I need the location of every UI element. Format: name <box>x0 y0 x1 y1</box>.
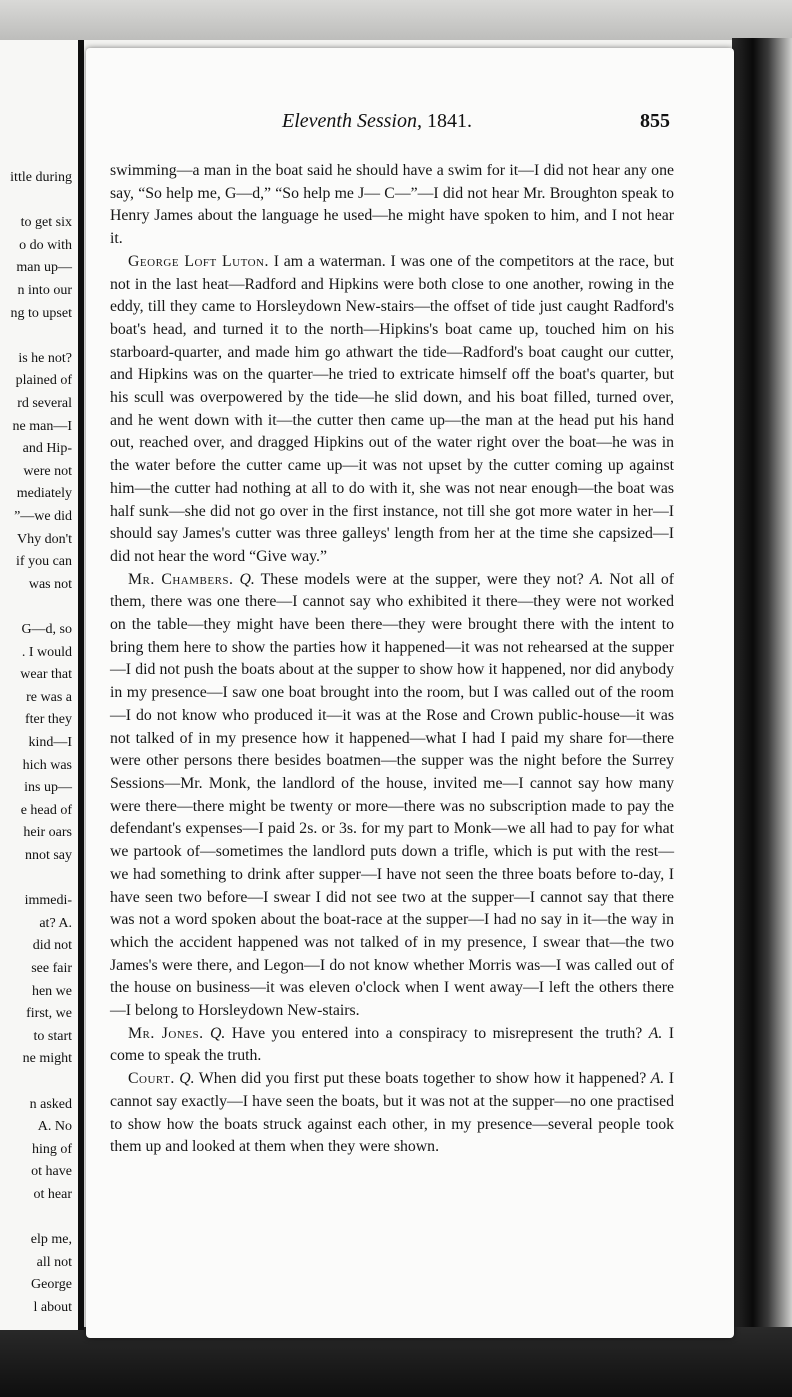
answer-text: I cannot say exactly—I have seen the boats, but it was not at the supper—no one practised to show how the boats struck against each other, in my presence—several people took them up and looked at them when they were shown. <box>110 1070 674 1156</box>
left-page-fragment: hich was <box>22 757 72 773</box>
answer-label: A. <box>650 1070 665 1088</box>
book-page <box>86 48 734 1338</box>
question-label: Q. <box>179 1070 195 1088</box>
left-page-fragment: all not <box>36 1254 72 1270</box>
question-text: These models were at the supper, were they not? <box>254 570 584 588</box>
left-page-fragment: n asked <box>29 1096 72 1112</box>
left-page-fragment: G—d, so <box>21 622 72 637</box>
left-page-fragment: see fair <box>31 961 72 976</box>
session-title: Eleventh Session, <box>282 110 422 132</box>
left-facing-page <box>0 40 84 1330</box>
speaker-name: Court. <box>128 1070 175 1088</box>
left-page-fragment: plained of <box>15 373 72 389</box>
left-page-fragment: fter they <box>24 712 72 728</box>
left-page-fragment: ne man—I <box>12 418 72 434</box>
left-page-fragment: did not <box>32 938 72 954</box>
left-page-fragment: hen we <box>31 983 72 999</box>
left-page-fragment: o do with <box>19 237 72 253</box>
left-page-fragment: heir oars <box>23 825 72 841</box>
left-page-fragment: wear that <box>20 667 72 683</box>
answer-text: Not all of them, there was one there—I cannot say who exhibited it there—they were not worked on the table—they might have been there—they were brought there with the intent to bring them here to show the parties how it happened—it was not rehearsed at the supper—I did not push the boats about at the supper to show how it happened, nor did anybody in my presence—I saw one boat brought into the room, but I was called out of the room—I do not know who produced it—it was at the Rose and Crown public-house—it was not talked of in my presence how it happened—what I had I paid my share for—there were other persons there besides boatmen—the supper was the night before the Surrey Sessions—Mr. Monk, the landlord of the house, invited me—I cannot say how many were there—there might be twenty or more—there was no subscription made to pay the defendant's expenses—I paid 2s. or 3s. for my part to Monk—we all had to pay for what we partook of—sometimes the landlord puts down a trifle, which is put with the rest—we had something to drink after supper—I have not seen the three boats before to-day, I have seen two before—I swear I did not see two at the supper—I cannot say that there was not a word spoken about the boat-race at the supper—I had no say in it—the way in which the accident happened was not talked of in my presence, I swear that—the two James's were there, and Legon—I do not know whether Morris was—I was called out of the house on business—it was eleven o'clock when I went away—I left the others there—I belong to Horsleydown New-stairs. <box>110 570 675 1020</box>
witness-name: George Loft Luton. <box>128 252 269 270</box>
paragraph-court <box>110 1068 674 1159</box>
left-page-fragment: n into our <box>17 283 72 298</box>
left-page-fragment: first, we <box>26 1006 72 1022</box>
scan-backdrop <box>0 0 792 40</box>
session-year: 1841. <box>426 110 472 132</box>
page-number: 855 <box>640 110 670 132</box>
question-text: Have you entered into a conspiracy to misrepresent the truth? <box>225 1024 643 1042</box>
paragraph-text: swimming—a man in the boat said he should have a swim for it—I did not hear any one say, “So help me, G—d,” “So help me J— C—”—I did not hear Mr. Broughton speak to Henry James about the language he used—he might have spoken to him, and I not hear it. <box>110 162 674 248</box>
question-label: Q. <box>210 1024 226 1042</box>
left-page-fragment: Vhy don't <box>16 531 72 547</box>
question-text: When did you first put these boats together to show how it happened? <box>194 1070 647 1088</box>
paragraph-cross-examination <box>110 569 674 1023</box>
left-page-fragment: hing of <box>31 1141 72 1157</box>
question-label: Q. <box>239 570 255 588</box>
left-page-fragment: is he not? <box>18 350 72 366</box>
speaker-name: Mr. Chambers. <box>128 570 234 588</box>
left-page-fragment: A. No <box>37 1119 72 1135</box>
left-page-fragment: ne might <box>22 1051 72 1067</box>
left-page-fragment: ittle during <box>10 170 72 185</box>
left-page-fragment: re was a <box>26 689 72 705</box>
left-page-fragment: man up— <box>16 260 72 276</box>
left-page-fragment: e head of <box>20 802 72 818</box>
left-page-fragment: . I would <box>21 644 72 660</box>
paragraph-continuation <box>110 160 674 251</box>
left-page-fragment: ng to upset <box>10 305 72 321</box>
left-page-fragment: elp me, <box>30 1232 72 1248</box>
answer-text: I come to speak the truth. <box>110 1024 675 1065</box>
left-page-fragment: kind—I <box>28 735 72 750</box>
left-page-fragment: at? A. <box>39 915 72 931</box>
left-page-fragment: and Hip- <box>22 441 72 457</box>
book-binding-edge <box>732 38 792 1338</box>
left-page-fragment: ”—we did <box>14 509 72 524</box>
speaker-name: Mr. Jones. <box>128 1024 204 1042</box>
left-page-fragment: l about <box>33 1300 72 1315</box>
left-page-fragment: ot hear <box>33 1187 72 1202</box>
left-page-fragment: immedi- <box>24 893 72 909</box>
page-body <box>110 160 674 1159</box>
left-page-fragment: were not <box>23 463 72 479</box>
left-page-fragment: to start <box>33 1028 72 1044</box>
page-header <box>86 110 734 140</box>
left-page-fragment: ot have <box>31 1164 72 1180</box>
answer-label: A. <box>589 570 604 588</box>
left-page-fragment: nnot say <box>24 848 72 863</box>
left-page-fragment: ins up— <box>24 780 72 796</box>
left-page-fragment: rd several <box>17 396 72 411</box>
left-page-fragment: to get six <box>20 215 72 231</box>
answer-label: A. <box>648 1024 663 1042</box>
left-page-fragment: was not <box>28 576 72 592</box>
paragraph-text: I am a waterman. I was one of the competitors at the race, but not in the last heat—Radford and Hipkins were both close to one another, rowing in the eddy, till they came to Horsleydown New-stairs—the offset of tide just caught Radford's boat's head, and turned it to the north—Hipkins's boat came up, touched him on his starboard-quarter, and made him go athwart the tide—Radford's boat caught our cutter, and Hipkins was on the quarter—he tried to extricate himself off the boat's quarter, but his scull was overpowered by the tide—he slid down, and his boat filled, turned over, and he went down with it—the cutter then came up—the man at the head put his hand out, reached over, and dragged Hipkins out of the water right over the boat—he was in the water before the cutter came up—it was not upset by the cutter coming up against him—the cutter had nothing at all to do with it, she was not near enough—the boat was half sunk—she did not go over in the first instance, not till she got more water in her—I should say James's cutter was three galleys' length from her at the time she capsized—I did not hear the word “Give way.” <box>110 252 674 565</box>
left-page-fragment: if you can <box>16 554 72 570</box>
left-page-fragment: George <box>31 1277 72 1293</box>
paragraph-examination <box>110 1023 674 1068</box>
paragraph-testimony <box>110 251 674 569</box>
running-head <box>282 110 472 133</box>
left-page-fragment: mediately <box>16 486 72 502</box>
